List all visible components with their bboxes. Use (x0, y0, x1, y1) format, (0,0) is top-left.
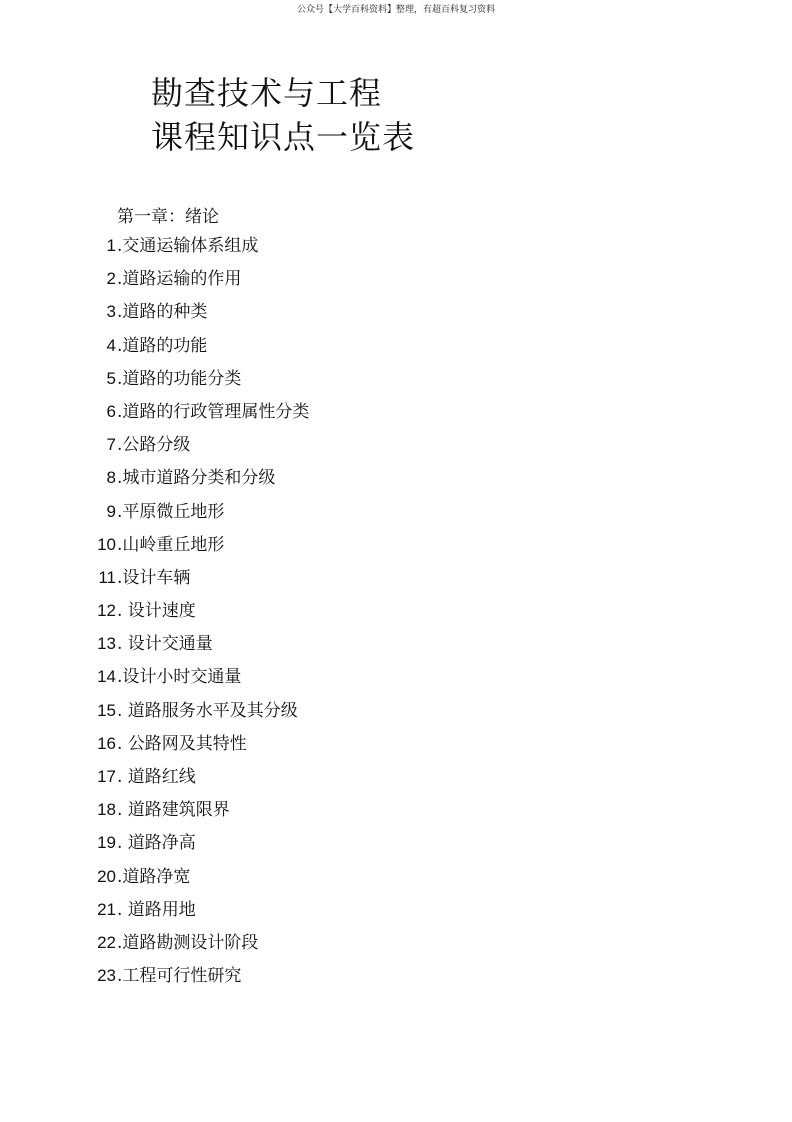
list-item-number: 20 (97, 866, 116, 886)
list-item-text: .道路的行政管理属性分类 (117, 401, 310, 422)
list-item (0, 665, 792, 698)
list-item-number: 9 (106, 501, 116, 521)
list-item-text: .道路净宽 (117, 866, 191, 887)
list-item (0, 931, 792, 964)
page-header: 公众号【大学百科资料】整理，有超百科复习资料 (296, 5, 495, 15)
list-item-text: .道路运输的作用 (117, 269, 242, 290)
list-item-number: 8 (106, 468, 116, 488)
list-item-text: . 设计速度 (117, 601, 196, 622)
list-item (0, 599, 792, 632)
list-item-number: 23 (97, 966, 116, 986)
list-item-text: . 道路服务水平及其分级 (117, 700, 298, 721)
list-item (0, 367, 792, 400)
list-item-text: .山岭重丘地形 (117, 534, 225, 555)
list-item-text: .工程可行性研究 (117, 966, 242, 987)
list-item (0, 964, 792, 997)
list-item-text: .交通运输体系组成 (117, 236, 259, 256)
list-item (0, 831, 792, 864)
document-title-line1: 勘查技术与工程 (151, 74, 383, 112)
list-item (0, 500, 792, 533)
list-item-number: 13 (97, 634, 116, 654)
list-item (0, 466, 792, 499)
list-item-number: 12 (97, 601, 116, 621)
list-item-number: 17 (97, 767, 116, 786)
list-item-text: .设计小时交通量 (117, 667, 242, 688)
list-item (0, 267, 792, 300)
list-item (0, 566, 792, 599)
list-item-text: . 道路净高 (117, 833, 196, 854)
list-item (0, 234, 792, 267)
list-item-number: 1 (106, 236, 116, 255)
list-item-number: 22 (97, 932, 116, 952)
list-item-number: 7 (106, 435, 116, 455)
list-item-text: .道路的功能 (117, 335, 208, 356)
list-item-number: 16 (97, 733, 116, 753)
list-item-text: .设计车辆 (117, 567, 191, 588)
list-item-text: . 设计交通量 (117, 634, 213, 655)
list-item-number: 2 (106, 269, 116, 289)
list-item (0, 433, 792, 466)
list-item-text: .公路分级 (117, 435, 191, 456)
list-item-text: .平原微丘地形 (117, 501, 225, 522)
list-item-number: 3 (106, 302, 116, 322)
list-item-number: 21 (97, 899, 116, 919)
list-item-number: 18 (97, 800, 116, 820)
list-item (0, 334, 792, 367)
list-item-number: 4 (106, 335, 116, 355)
list-item-number: 14 (97, 667, 116, 687)
list-item (0, 798, 792, 831)
list-item-text: .道路勘测设计阶段 (117, 932, 259, 953)
list-item-text: .城市道路分类和分级 (117, 468, 276, 489)
list-item (0, 632, 792, 665)
list-item-text: . 道路红线 (117, 767, 196, 787)
list-item (0, 765, 792, 798)
list-item-number: 5 (106, 368, 116, 388)
list-item-text: . 道路建筑限界 (117, 800, 230, 821)
list-item-text: .道路的功能分类 (117, 368, 242, 389)
list-item (0, 732, 792, 765)
list-item (0, 865, 792, 898)
list-item-text: .道路的种类 (117, 302, 208, 323)
chapter-heading: 第一章：绪论 (117, 207, 219, 227)
list-item (0, 300, 792, 333)
list-item-number: 10 (97, 534, 116, 554)
list-item-text: . 道路用地 (117, 899, 196, 920)
list-item (0, 898, 792, 931)
list-item-number: 15 (97, 700, 116, 720)
list-item (0, 533, 792, 566)
list-item-number: 11 (98, 567, 116, 587)
knowledge-point-list (0, 234, 792, 997)
list-item (0, 400, 792, 433)
list-item-text: . 公路网及其特性 (117, 733, 247, 754)
list-item-number: 6 (106, 401, 116, 421)
list-item-number: 19 (97, 833, 116, 853)
document-title-line2: 课程知识点一览表 (151, 118, 416, 156)
list-item (0, 699, 792, 732)
